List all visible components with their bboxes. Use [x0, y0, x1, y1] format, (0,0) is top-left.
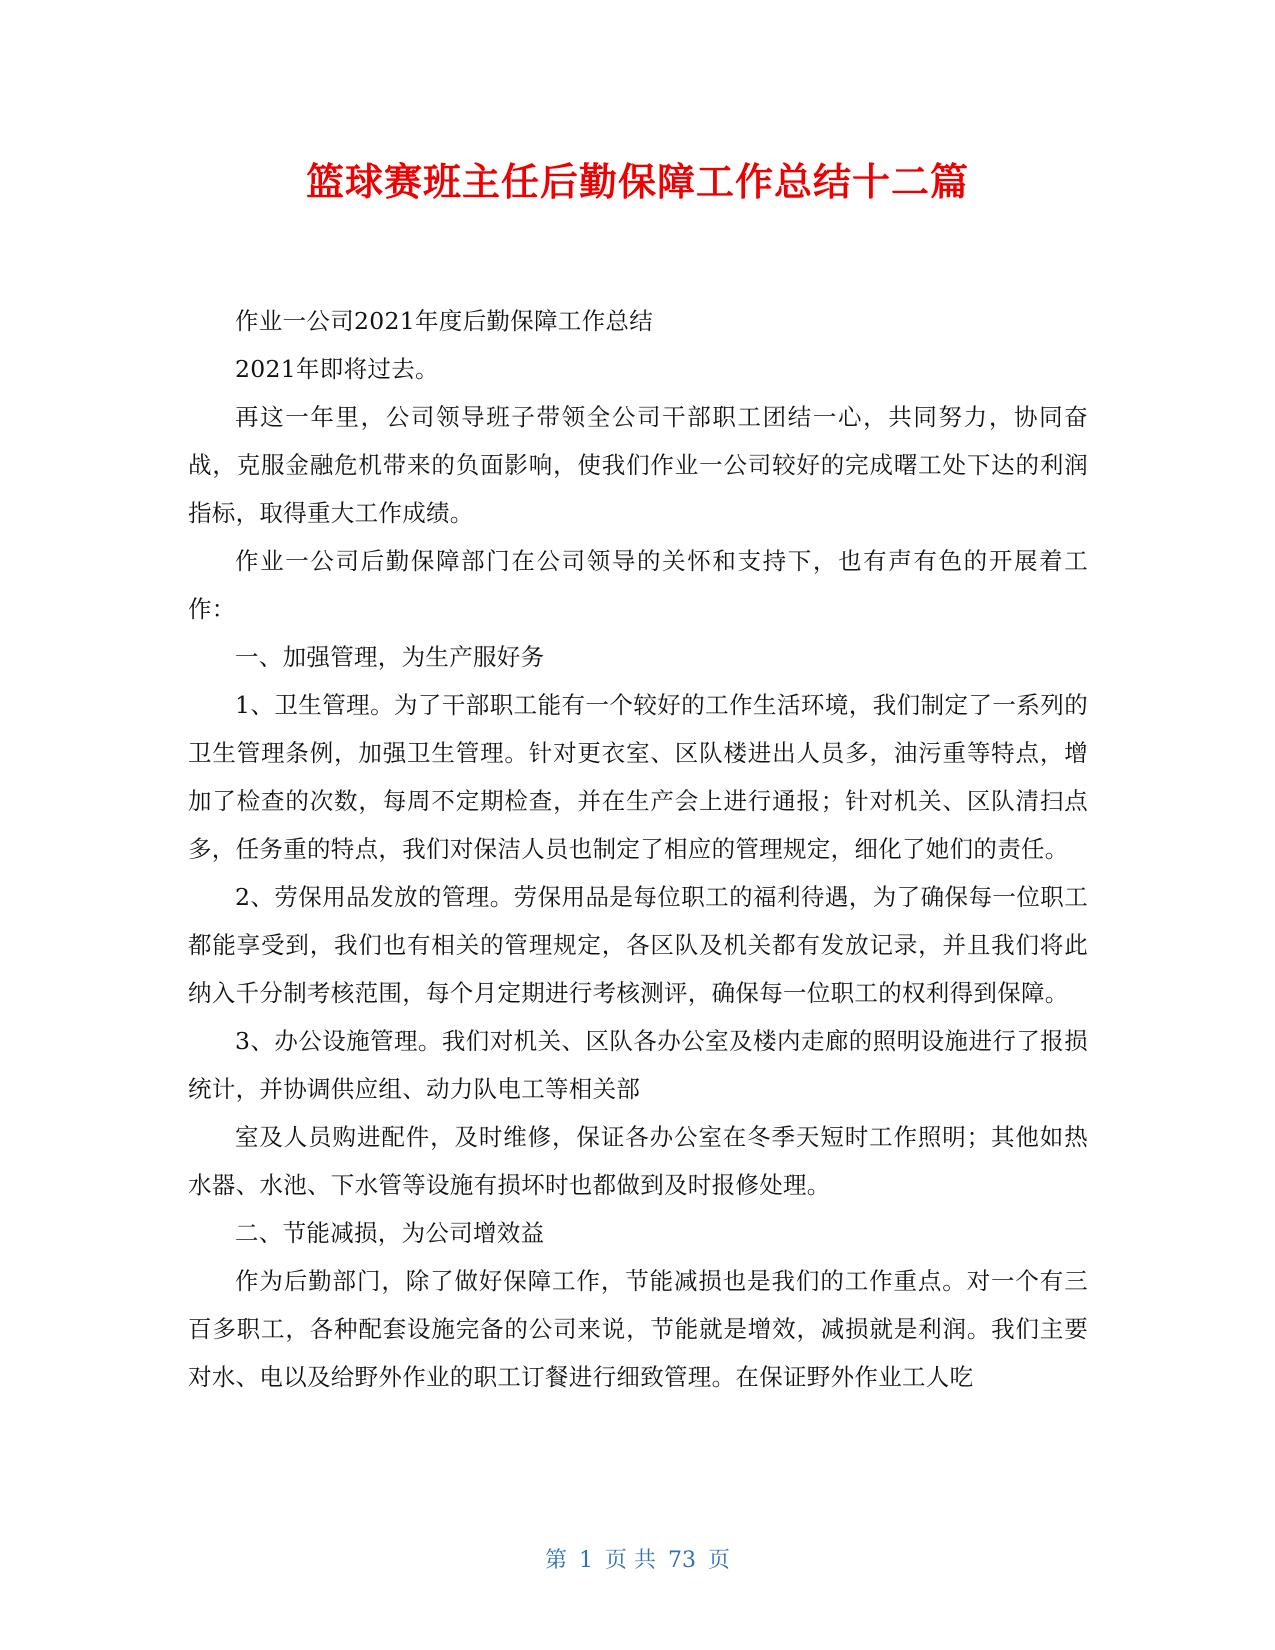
footer-page-number: 1 [579, 1548, 593, 1573]
paragraph: 2021年即将过去。 [235, 355, 439, 383]
paragraph: 2、劳保用品发放的管理。劳保用品是每位职工的福利待遇，为了确保每一位职工都能享受到，我们也有相关的管理规定，各区队及机关都有发放记录，并且我们将此纳入千分制考核范围，每个月定期进行考核测评，确保每一位职工的权利得到保障。 [188, 883, 1088, 1007]
paragraph: 3、办公设施管理。我们对机关、区队各办公室及楼内走廊的照明设施进行了报损统计，并协调供应组、动力队电工等相关部 [188, 1027, 1088, 1103]
paragraph: 作为后勤部门，除了做好保障工作，节能减损也是我们的工作重点。对一个有三百多职工，各种配套设施完备的公司来说，节能就是增效，减损就是利润。我们主要对水、电以及给野外作业的职工订餐进行细致管理。在保证野外作业工人吃 [188, 1267, 1088, 1391]
paragraph: 1、卫生管理。为了干部职工能有一个较好的工作生活环境，我们制定了一系列的卫生管理条例，加强卫生管理。针对更衣室、区队楼进出人员多，油污重等特点，增加了检查的次数，每周不定期检查，并在生产会上进行通报；针对机关、区队清扫点多，任务重的特点，我们对保洁人员也制定了相应的管理规定，细化了她们的责任。 [188, 691, 1088, 863]
footer-middle: 页 共 [605, 1548, 656, 1573]
section-heading: 二、节能减损，为公司增效益 [235, 1219, 545, 1247]
footer-suffix: 页 [708, 1548, 731, 1573]
document-body [188, 297, 1088, 1401]
paragraph: 室及人员购进配件，及时维修，保证各办公室在冬季天短时工作照明；其他如热水器、水池、下水管等设施有损坏时也都做到及时报修处理。 [188, 1123, 1088, 1199]
paragraph: 作业一公司2021年度后勤保障工作总结 [235, 307, 654, 335]
section-heading: 一、加强管理，为生产服好务 [235, 643, 545, 671]
document-title: 篮球赛班主任后勤保障工作总结十二篇 [305, 160, 969, 204]
footer-prefix: 第 [544, 1548, 567, 1573]
paragraph: 作业一公司后勤保障部门在公司领导的关怀和支持下，也有声有色的开展着工作： [188, 547, 1088, 623]
paragraph: 再这一年里，公司领导班子带领全公司干部职工团结一心，共同努力，协同奋战，克服金融危机带来的负面影响，使我们作业一公司较好的完成曙工处下达的利润指标，取得重大工作成绩。 [188, 403, 1088, 527]
footer-total-pages: 73 [668, 1548, 696, 1573]
page-footer [0, 1543, 1275, 1574]
